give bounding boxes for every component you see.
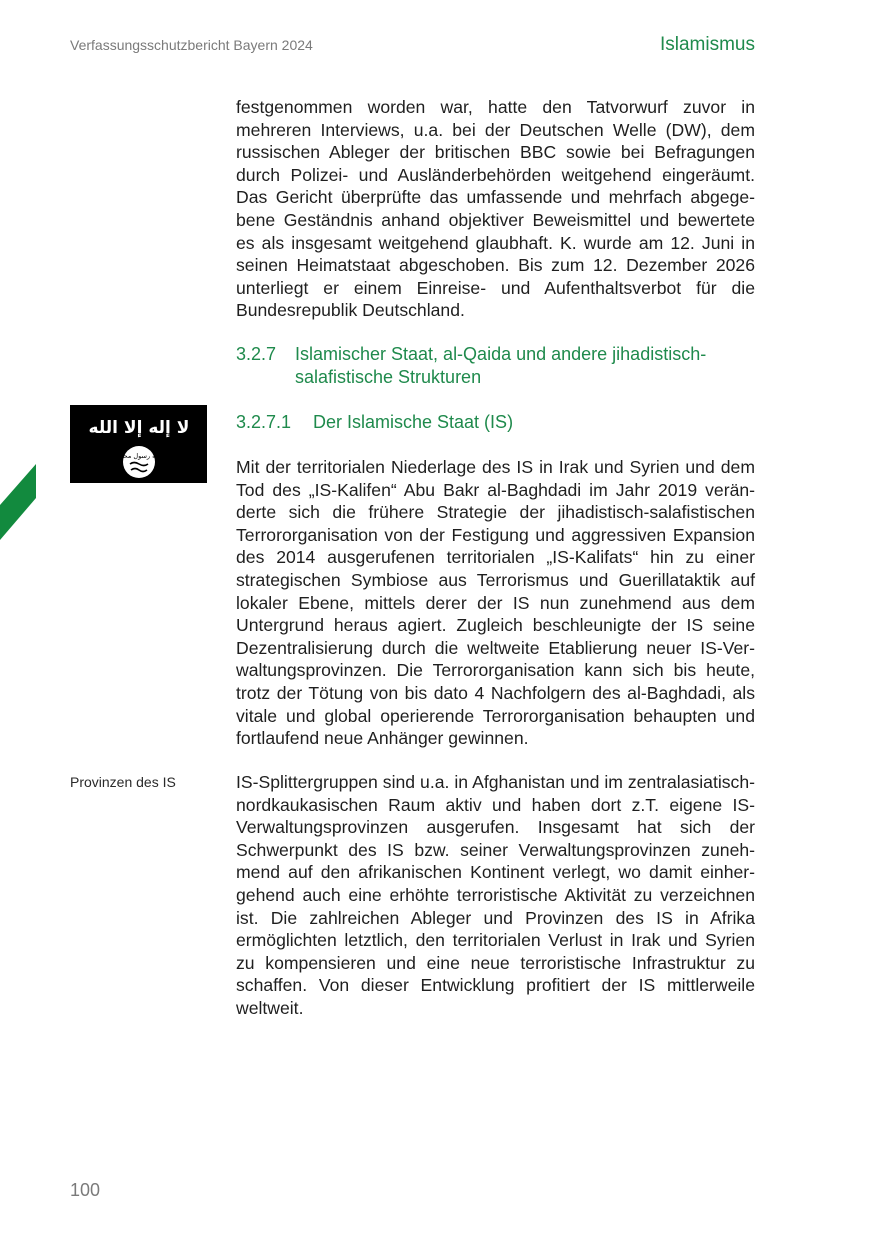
running-header-section: Islamismus	[659, 34, 755, 55]
section-number: 3.2.7	[236, 344, 277, 364]
paragraph-text: IS-Splittergruppen sind u.a. in Afghanistan und im zentralasiatisch-nordkaukasischen Raum aktiv und haben dort z.T. eigene IS-Verwaltungsprovinzen ausgerufen. Insgesamt hat sich der Schwerpunkt des IS bzw. seiner Verwaltungsprovinzen zunehmend auf den afrikanischen Kontinent verlegt, wo damit einhergehend auch eine erhöhte terroristische Aktivität zu verzeichnen ist. Die zahlreichen Ableger und Provinzen des IS in Afrika ermöglichten letztlich, den territorialen Verlust in Irak und Syrien zu kompensieren und eine neue terroristische Infrastruktur zu schaffen. Von dieser Entwicklung profitiert der IS mittlerweile weltweit.	[236, 772, 755, 1018]
body-paragraph-3	[236, 771, 755, 1020]
section-heading	[236, 343, 755, 389]
flag-seal-text: الله رسول محمد	[116, 452, 162, 460]
page-number: 100	[70, 1180, 101, 1200]
subsection-title: Der Islamische Staat (IS)	[313, 412, 514, 432]
is-flag-image	[70, 405, 207, 483]
margin-note: Provinzen des IS	[70, 774, 176, 790]
chapter-side-tab	[0, 464, 36, 540]
running-header-title: Verfassungsschutzbericht Bayern 2024	[70, 37, 313, 53]
section-title: Islamischer Staat, al-Qaida und andere jihadistisch-salafistische Strukturen	[295, 344, 707, 387]
subsection-heading	[236, 411, 513, 434]
body-paragraph-1	[236, 96, 755, 322]
flag-top-text: لا إله إلا الله	[88, 418, 190, 438]
paragraph-text: festgenommen worden war, hatte den Tatvorwurf zuvor in mehreren Interviews, u.a. bei der Deutschen Welle (DW), dem russischen Ableger der britischen BBC sowie bei Befragungen durch Polizei- und Ausländerbehörden weitgehend eingeräumt. Das Gericht überprüfte das umfassende und mehrfach abgegebene Geständnis anhand objektiver Beweismittel und bewertete es als insgesamt weitgehend glaubhaft. K. wurde am 12. Juni in seinen Heimatstaat abgeschoben. Bis zum 12. Dezember 2026 unterliegt er einem Einreise- und Aufenthaltsverbot für die Bundesrepublik Deutschland.	[236, 97, 755, 321]
paragraph-text: Mit der territorialen Niederlage des IS in Irak und Syrien und dem Tod des „IS-Kalifen“ Abu Bakr al-Baghdadi im Jahr 2019 veränderte sich die frühere Strategie der jihadistisch-salafistischen Terrororganisation von der Festigung und aggressiven Expansion des 2014 ausgerufenen territorialen „IS-Kalifats“ hin zu einer strategischen Symbiose aus Terrorismus und Guerillataktik auf lokaler Ebene, mittels derer der IS nun zunehmend aus dem Untergrund heraus agiert. Zugleich beschleunigte der IS seine Dezentralisierung durch die weltweite Etablierung neuer IS-Verwaltungsprovinzen. Die Terrororganisation kann sich bis heute, trotz der Tötung von bis dato 4 Nachfolgern des al-Baghdadi, als vitale und global operierende Terrororganisation behaupten und fortlaufend neue Anhänger gewinnen.	[236, 457, 755, 749]
flag-seal-circle	[123, 446, 155, 478]
flag-graphic	[70, 405, 207, 483]
subsection-number: 3.2.7.1	[236, 412, 292, 432]
body-paragraph-2	[236, 456, 755, 750]
